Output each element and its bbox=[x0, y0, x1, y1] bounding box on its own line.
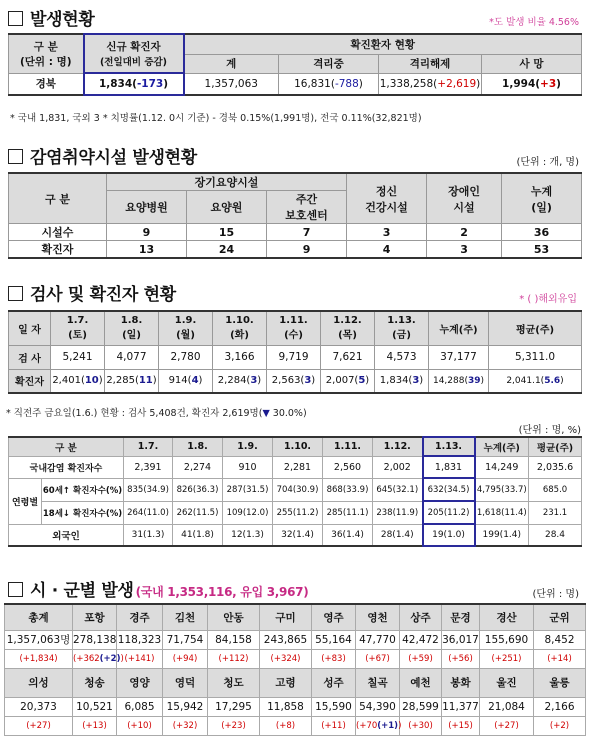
date-text: 1.9. bbox=[174, 315, 197, 327]
header-date-0: 1.7. bbox=[124, 437, 173, 456]
row-label-age60: 60세↑ 확진자수(%) bbox=[42, 478, 124, 501]
occurrence-rate-note: *도 발생 비율 4.56% bbox=[489, 17, 579, 28]
head1-7: 영천 bbox=[356, 604, 400, 630]
prev-week-footnote: * 직전주 금요일(1.6.) 현황 : 검사 5,408건, 확진자 2,619명(▼ 30.0%) bbox=[6, 408, 307, 419]
cell-tests-6: 4,573 bbox=[375, 345, 429, 369]
val2-6: 15,590 bbox=[312, 697, 356, 716]
val2-5: 11,858 bbox=[260, 697, 312, 716]
checkbox-square-icon bbox=[8, 286, 23, 301]
row-label-domestic: 국내감염 확진자수 bbox=[9, 456, 124, 478]
val1-1: 278,138 bbox=[73, 630, 117, 649]
cell-t4-for-8: 28.4 bbox=[529, 524, 582, 546]
delta1-8: (+59) bbox=[400, 649, 442, 668]
head2-9: 봉화 bbox=[442, 668, 480, 697]
checkbox-square-icon bbox=[8, 149, 23, 164]
cell-confirmed-5: 2,007(5) bbox=[321, 369, 375, 393]
cell-t4-60-5: 645(32.1) bbox=[373, 478, 423, 501]
val2-4: 17,295 bbox=[208, 697, 260, 716]
section-title-vulnerable bbox=[8, 143, 197, 168]
val1-8: 42,472 bbox=[400, 630, 442, 649]
cell-isolation: 16,831(-788) bbox=[279, 73, 379, 95]
weekday-text: (화) bbox=[230, 330, 249, 342]
header-date-4: 1.11. bbox=[323, 437, 373, 456]
head1-9: 문경 bbox=[442, 604, 480, 630]
cell: 3 bbox=[427, 241, 502, 259]
cell-confirmed-3: 2,284(3) bbox=[213, 369, 267, 393]
cell-t4-18-6: 205(11.2) bbox=[423, 501, 475, 524]
header-gubun: 구 분 bbox=[9, 173, 107, 224]
header-date-3: 1.10. bbox=[273, 437, 323, 456]
head1-1: 포항 bbox=[73, 604, 117, 630]
cell-confirmed-4: 2,563(3) bbox=[267, 369, 321, 393]
cell-tests-1: 4,077 bbox=[105, 345, 159, 369]
delta1-6: (+83) bbox=[312, 649, 356, 668]
cell-tests-5: 7,621 bbox=[321, 345, 375, 369]
cell: 7 bbox=[267, 224, 347, 241]
header-average: 평균(주) bbox=[489, 311, 582, 345]
val2-3: 15,942 bbox=[163, 697, 208, 716]
cell-confirmed-0: 2,401(10) bbox=[51, 369, 105, 393]
down-arrow-icon: ▼ bbox=[262, 408, 270, 419]
cell-t4-18-2: 109(12.0) bbox=[223, 501, 273, 524]
head2-1: 청송 bbox=[73, 668, 117, 697]
header-date-0 bbox=[51, 311, 105, 345]
val1-11: 8,452 bbox=[534, 630, 586, 649]
val1-9: 36,017 bbox=[442, 630, 480, 649]
overseas-note: * ( )해외유입 bbox=[519, 294, 577, 305]
val2-1: 10,521 bbox=[73, 697, 117, 716]
delta2-7: (+70(+1)) bbox=[356, 716, 400, 735]
age-table-unit: (단위 : 명, %) bbox=[518, 425, 581, 436]
delta1-11: (+14) bbox=[534, 649, 586, 668]
row-label: 확진자 bbox=[9, 241, 107, 259]
cell-t4-60-4: 868(33.9) bbox=[323, 478, 373, 501]
delta1-10: (+251) bbox=[480, 649, 534, 668]
cell-t4-18-8: 231.1 bbox=[529, 501, 582, 524]
val1-4: 84,158 bbox=[208, 630, 260, 649]
header-date-3 bbox=[213, 311, 267, 345]
row-label-foreign: 외국인 bbox=[9, 524, 124, 546]
age-table bbox=[8, 436, 582, 547]
cell-t4-dom-8: 2,035.6 bbox=[529, 456, 582, 478]
delta2-10: (+27) bbox=[480, 716, 534, 735]
cell-tests-4: 9,719 bbox=[267, 345, 321, 369]
delta1-3: (+94) bbox=[163, 649, 208, 668]
delta1-5: (+324) bbox=[260, 649, 312, 668]
header-date-6 bbox=[375, 311, 429, 345]
head1-11: 군위 bbox=[534, 604, 586, 630]
delta1-0: (+1,834) bbox=[5, 649, 73, 668]
cell-t4-18-4: 285(11.1) bbox=[323, 501, 373, 524]
cell: 53 bbox=[502, 241, 582, 259]
cell-t4-for-2: 12(1.3) bbox=[223, 524, 273, 546]
cell-t4-60-2: 287(31.5) bbox=[223, 478, 273, 501]
header-released: 격리해제 bbox=[379, 54, 482, 73]
delta2-6: (+11) bbox=[312, 716, 356, 735]
header-cumulative: 누계 (일) bbox=[502, 173, 582, 224]
cell: 15 bbox=[187, 224, 267, 241]
tests-table bbox=[8, 310, 582, 394]
header-gubun: 구 분 bbox=[9, 437, 124, 456]
head2-2: 영양 bbox=[117, 668, 163, 697]
header-date-6: 1.13. bbox=[423, 437, 475, 456]
cell-t4-18-3: 255(11.2) bbox=[273, 501, 323, 524]
cell: 4 bbox=[347, 241, 427, 259]
occurrence-footnote: * 국내 1,831, 국외 3 * 치명률(1.12. 0시 기준) - 경북 0.15%(1,991명), 전국 0.11%(32,821명) bbox=[10, 113, 422, 124]
header-gubun: 구 분 (단위 : 명) bbox=[9, 34, 84, 73]
delta2-2: (+10) bbox=[117, 716, 163, 735]
header-death: 사 망 bbox=[482, 54, 582, 73]
delta1-9: (+56) bbox=[442, 649, 480, 668]
header-mental: 정신 건강시설 bbox=[347, 173, 427, 224]
header-hospital: 요양병원 bbox=[107, 191, 187, 224]
delta1-1: (+362(+2)) bbox=[73, 649, 117, 668]
section-title-text: 감염취약시설 발생현황 bbox=[30, 148, 197, 168]
cell-confirmed-2: 914(4) bbox=[159, 369, 213, 393]
head1-10: 경산 bbox=[480, 604, 534, 630]
header-date: 일 자 bbox=[9, 311, 51, 345]
cell-tests-0: 5,241 bbox=[51, 345, 105, 369]
head2-7: 칠곡 bbox=[356, 668, 400, 697]
cell-t4-60-7: 4,795(33.7) bbox=[475, 478, 529, 501]
val2-8: 28,599 bbox=[400, 697, 442, 716]
cell-tests-2: 2,780 bbox=[159, 345, 213, 369]
val2-0: 20,373 bbox=[5, 697, 73, 716]
cell: 2 bbox=[427, 224, 502, 241]
cell: 13 bbox=[107, 241, 187, 259]
weekday-text: (목) bbox=[338, 330, 357, 342]
delta2-0: (+27) bbox=[5, 716, 73, 735]
head1-6: 영주 bbox=[312, 604, 356, 630]
cell-t4-dom-1: 2,274 bbox=[173, 456, 223, 478]
cell-t4-for-7: 199(1.4) bbox=[475, 524, 529, 546]
vulnerable-table bbox=[8, 172, 582, 259]
val2-7: 54,390 bbox=[356, 697, 400, 716]
header-new-cases: 신규 확진자 (전일대비 증감) bbox=[84, 34, 184, 73]
city-table bbox=[4, 603, 586, 736]
head2-10: 울진 bbox=[480, 668, 534, 697]
val1-3: 71,754 bbox=[163, 630, 208, 649]
date-text: 1.12. bbox=[333, 315, 362, 327]
checkbox-square-icon bbox=[8, 582, 23, 597]
header-longterm: 장기요양시설 bbox=[107, 173, 347, 191]
cell-total: 1,357,063 bbox=[184, 73, 279, 95]
weekday-text: (토) bbox=[68, 330, 87, 342]
head1-3: 김천 bbox=[163, 604, 208, 630]
header-nursing: 요양원 bbox=[187, 191, 267, 224]
occurrence-table bbox=[8, 33, 582, 96]
cell: 9 bbox=[107, 224, 187, 241]
cell-t4-18-7: 1,618(11.4) bbox=[475, 501, 529, 524]
val1-10: 155,690 bbox=[480, 630, 534, 649]
header-date-2 bbox=[159, 311, 213, 345]
cell-t4-dom-5: 2,002 bbox=[373, 456, 423, 478]
cell-t4-60-8: 685.0 bbox=[529, 478, 582, 501]
cell-t4-dom-7: 14,249 bbox=[475, 456, 529, 478]
row-label: 시설수 bbox=[9, 224, 107, 241]
row-label-age18: 18세↓ 확진자수(%) bbox=[42, 501, 124, 524]
cell-t4-dom-3: 2,281 bbox=[273, 456, 323, 478]
delta1-7: (+67) bbox=[356, 649, 400, 668]
weekday-text: (수) bbox=[284, 330, 303, 342]
head1-0: 총계 bbox=[5, 604, 73, 630]
cell-t4-60-3: 704(30.9) bbox=[273, 478, 323, 501]
val1-2: 118,323 bbox=[117, 630, 163, 649]
date-text: 1.13. bbox=[387, 315, 416, 327]
head1-4: 안동 bbox=[208, 604, 260, 630]
val1-7: 47,770 bbox=[356, 630, 400, 649]
delta1-4: (+112) bbox=[208, 649, 260, 668]
cell-confirmed-8: 2,041.1(5.6) bbox=[489, 369, 582, 393]
header-date-5: 1.12. bbox=[373, 437, 423, 456]
head2-5: 고령 bbox=[260, 668, 312, 697]
header-average: 평균(주) bbox=[529, 437, 582, 456]
cell-t4-60-6: 632(34.5) bbox=[423, 478, 475, 501]
header-cumulative: 누계(주) bbox=[475, 437, 529, 456]
delta2-8: (+30) bbox=[400, 716, 442, 735]
header-date-5 bbox=[321, 311, 375, 345]
delta2-9: (+15) bbox=[442, 716, 480, 735]
section-title-tests bbox=[8, 280, 176, 305]
city-summary: (국내 1,353,116, 유입 3,967) bbox=[135, 585, 309, 599]
date-text: 1.7. bbox=[66, 315, 89, 327]
header-status: 확진환자 현황 bbox=[184, 34, 582, 54]
city-unit: (단위 : 명) bbox=[532, 589, 579, 600]
cell-new-cases: 1,834(-173) bbox=[84, 73, 184, 95]
row-label-gyeongbuk: 경북 bbox=[9, 73, 84, 95]
cell-t4-for-1: 41(1.8) bbox=[173, 524, 223, 546]
val2-10: 21,084 bbox=[480, 697, 534, 716]
delta2-3: (+32) bbox=[163, 716, 208, 735]
cell-t4-dom-6: 1,831 bbox=[423, 456, 475, 478]
cell-t4-dom-4: 2,560 bbox=[323, 456, 373, 478]
val2-11: 2,166 bbox=[534, 697, 586, 716]
cell-t4-18-1: 262(11.5) bbox=[173, 501, 223, 524]
cell-tests-3: 3,166 bbox=[213, 345, 267, 369]
delta1-2: (+141) bbox=[117, 649, 163, 668]
cell-t4-for-3: 32(1.4) bbox=[273, 524, 323, 546]
date-text: 1.11. bbox=[279, 315, 308, 327]
header-disabled: 장애인 시설 bbox=[427, 173, 502, 224]
head1-8: 상주 bbox=[400, 604, 442, 630]
header-total: 계 bbox=[184, 54, 279, 73]
cell: 24 bbox=[187, 241, 267, 259]
cell-confirmed-6: 1,834(3) bbox=[375, 369, 429, 393]
cell: 3 bbox=[347, 224, 427, 241]
weekday-text: (일) bbox=[122, 330, 141, 342]
weekday-text: (금) bbox=[392, 330, 411, 342]
cell: 9 bbox=[267, 241, 347, 259]
section-title-text: 검사 및 확진자 현황 bbox=[30, 285, 176, 305]
date-text: 1.10. bbox=[225, 315, 254, 327]
head1-2: 경주 bbox=[117, 604, 163, 630]
row-label-tests: 검 사 bbox=[9, 345, 51, 369]
head1-5: 구미 bbox=[260, 604, 312, 630]
cell: 36 bbox=[502, 224, 582, 241]
header-cumulative: 누계(주) bbox=[429, 311, 489, 345]
header-isolation: 격리중 bbox=[279, 54, 379, 73]
cell-t4-for-5: 28(1.4) bbox=[373, 524, 423, 546]
cell-confirmed-7: 14,288(39) bbox=[429, 369, 489, 393]
head2-0: 의성 bbox=[5, 668, 73, 697]
section-title-occurrence bbox=[8, 5, 95, 30]
head2-4: 청도 bbox=[208, 668, 260, 697]
cell-t4-dom-2: 910 bbox=[223, 456, 273, 478]
row-label-confirmed: 확진자 bbox=[9, 369, 51, 393]
checkbox-square-icon bbox=[8, 11, 23, 26]
cell-t4-for-4: 36(1.4) bbox=[323, 524, 373, 546]
head2-3: 영덕 bbox=[163, 668, 208, 697]
cell-t4-for-6: 19(1.0) bbox=[423, 524, 475, 546]
header-date-1: 1.8. bbox=[173, 437, 223, 456]
vulnerable-unit: (단위 : 개, 명) bbox=[516, 157, 579, 168]
header-date-2: 1.9. bbox=[223, 437, 273, 456]
cell-t4-18-5: 238(11.9) bbox=[373, 501, 423, 524]
cell-t4-60-0: 835(34.9) bbox=[124, 478, 173, 501]
cell-tests-8: 5,311.0 bbox=[489, 345, 582, 369]
section-title-text: 시 · 군별 발생 bbox=[30, 581, 134, 601]
header-date-4 bbox=[267, 311, 321, 345]
cell-t4-dom-0: 2,391 bbox=[124, 456, 173, 478]
cell-t4-for-0: 31(1.3) bbox=[124, 524, 173, 546]
val1-5: 243,865 bbox=[260, 630, 312, 649]
cell-death: 1,994(+3) bbox=[482, 73, 582, 95]
cell-t4-60-1: 826(36.3) bbox=[173, 478, 223, 501]
head2-6: 성주 bbox=[312, 668, 356, 697]
delta2-4: (+23) bbox=[208, 716, 260, 735]
cell-tests-7: 37,177 bbox=[429, 345, 489, 369]
cell-confirmed-1: 2,285(11) bbox=[105, 369, 159, 393]
val2-9: 11,377 bbox=[442, 697, 480, 716]
date-text: 1.8. bbox=[120, 315, 143, 327]
weekday-text: (월) bbox=[176, 330, 195, 342]
delta2-1: (+13) bbox=[73, 716, 117, 735]
header-daycare: 주간 보호센터 bbox=[267, 191, 347, 224]
cell-released: 1,338,258(+2,619) bbox=[379, 73, 482, 95]
header-date-1 bbox=[105, 311, 159, 345]
val1-0: 1,357,063명 bbox=[5, 630, 73, 649]
delta2-5: (+8) bbox=[260, 716, 312, 735]
delta2-11: (+2) bbox=[534, 716, 586, 735]
row-group-age: 연령별 bbox=[9, 478, 42, 524]
head2-11: 울릉 bbox=[534, 668, 586, 697]
section-title-city bbox=[8, 576, 308, 601]
head2-8: 예천 bbox=[400, 668, 442, 697]
val2-2: 6,085 bbox=[117, 697, 163, 716]
section-title-text: 발생현황 bbox=[30, 10, 95, 30]
cell-t4-18-0: 264(11.0) bbox=[124, 501, 173, 524]
val1-6: 55,164 bbox=[312, 630, 356, 649]
